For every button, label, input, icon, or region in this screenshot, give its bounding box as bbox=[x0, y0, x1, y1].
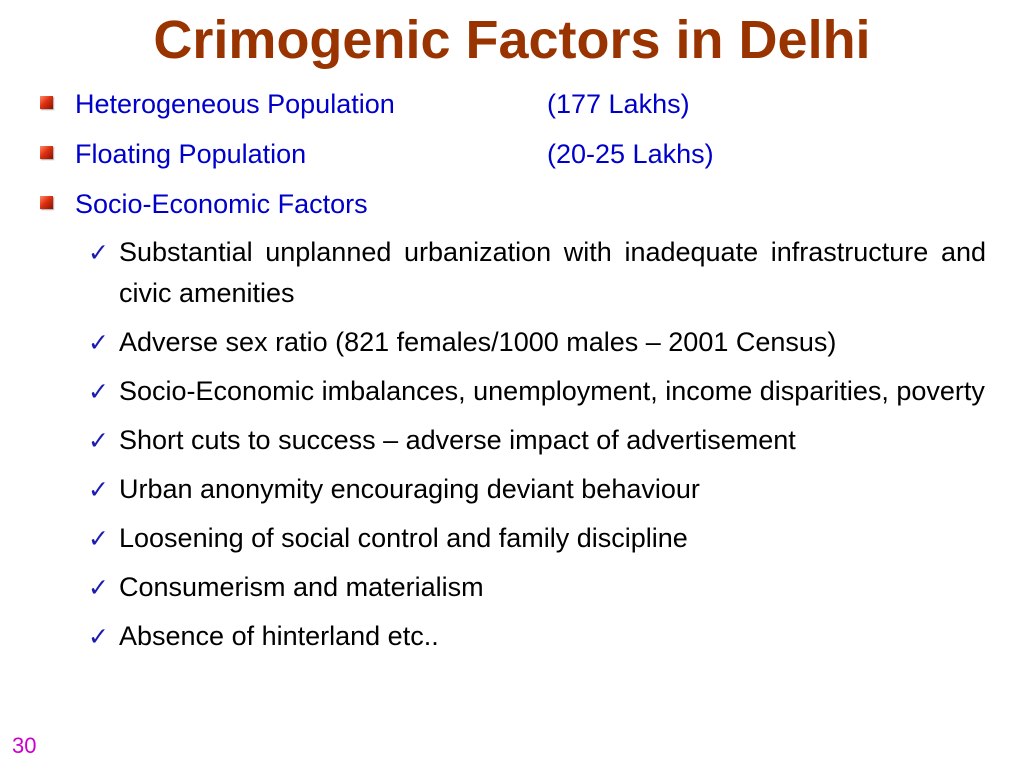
page-number: 30 bbox=[12, 733, 37, 758]
bullet-item-heterogeneous-population bbox=[40, 82, 1000, 132]
square-bullet-icon bbox=[40, 146, 53, 159]
sub-point-item bbox=[88, 322, 986, 363]
sub-point-list bbox=[88, 232, 986, 665]
sub-point-item bbox=[88, 616, 986, 657]
sub-point-text: Absence of hinterland etc.. bbox=[119, 621, 439, 651]
bullet-label: Socio-Economic Factors bbox=[75, 189, 368, 219]
sub-point-text: Consumerism and materialism bbox=[119, 572, 484, 602]
checkmark-icon: ✓ bbox=[88, 475, 109, 504]
sub-point-text: Socio-Economic imbalances, unemployment, income disparities, poverty bbox=[119, 376, 985, 406]
sub-point-text: Urban anonymity encouraging deviant behaviour bbox=[119, 474, 700, 504]
sub-point-text: Adverse sex ratio (821 females/1000 males – 2001 Census) bbox=[119, 327, 837, 357]
bullet-label: Floating Population bbox=[75, 139, 307, 169]
slide-title: Crimogenic Factors in Delhi bbox=[153, 10, 871, 70]
bullet-value: (20-25 Lakhs) bbox=[547, 139, 714, 169]
sub-point-item bbox=[88, 232, 986, 314]
sub-point-text: Short cuts to success – adverse impact of advertisement bbox=[119, 425, 796, 455]
square-bullet-icon bbox=[40, 96, 53, 109]
bullet-value: (177 Lakhs) bbox=[547, 89, 690, 119]
bullet-label: Heterogeneous Population bbox=[75, 89, 395, 119]
sub-point-item bbox=[88, 518, 986, 559]
checkmark-icon: ✓ bbox=[88, 238, 109, 267]
sub-point-text: Loosening of social control and family discipline bbox=[119, 523, 688, 553]
sub-point-item bbox=[88, 420, 986, 461]
square-bullet-icon bbox=[40, 196, 53, 209]
checkmark-icon: ✓ bbox=[88, 377, 109, 406]
checkmark-icon: ✓ bbox=[88, 524, 109, 553]
sub-point-item bbox=[88, 469, 986, 510]
checkmark-icon: ✓ bbox=[88, 426, 109, 455]
checkmark-icon: ✓ bbox=[88, 328, 109, 357]
main-bullet-list bbox=[40, 82, 1000, 232]
sub-point-text: Substantial unplanned urbanization with inadequate infrastructure and civic amenities bbox=[119, 237, 986, 308]
sub-point-item bbox=[88, 567, 986, 608]
sub-point-item bbox=[88, 371, 986, 412]
bullet-item-socio-economic-factors bbox=[40, 182, 1000, 232]
checkmark-icon: ✓ bbox=[88, 622, 109, 651]
bullet-item-floating-population bbox=[40, 132, 1000, 182]
checkmark-icon: ✓ bbox=[88, 573, 109, 602]
